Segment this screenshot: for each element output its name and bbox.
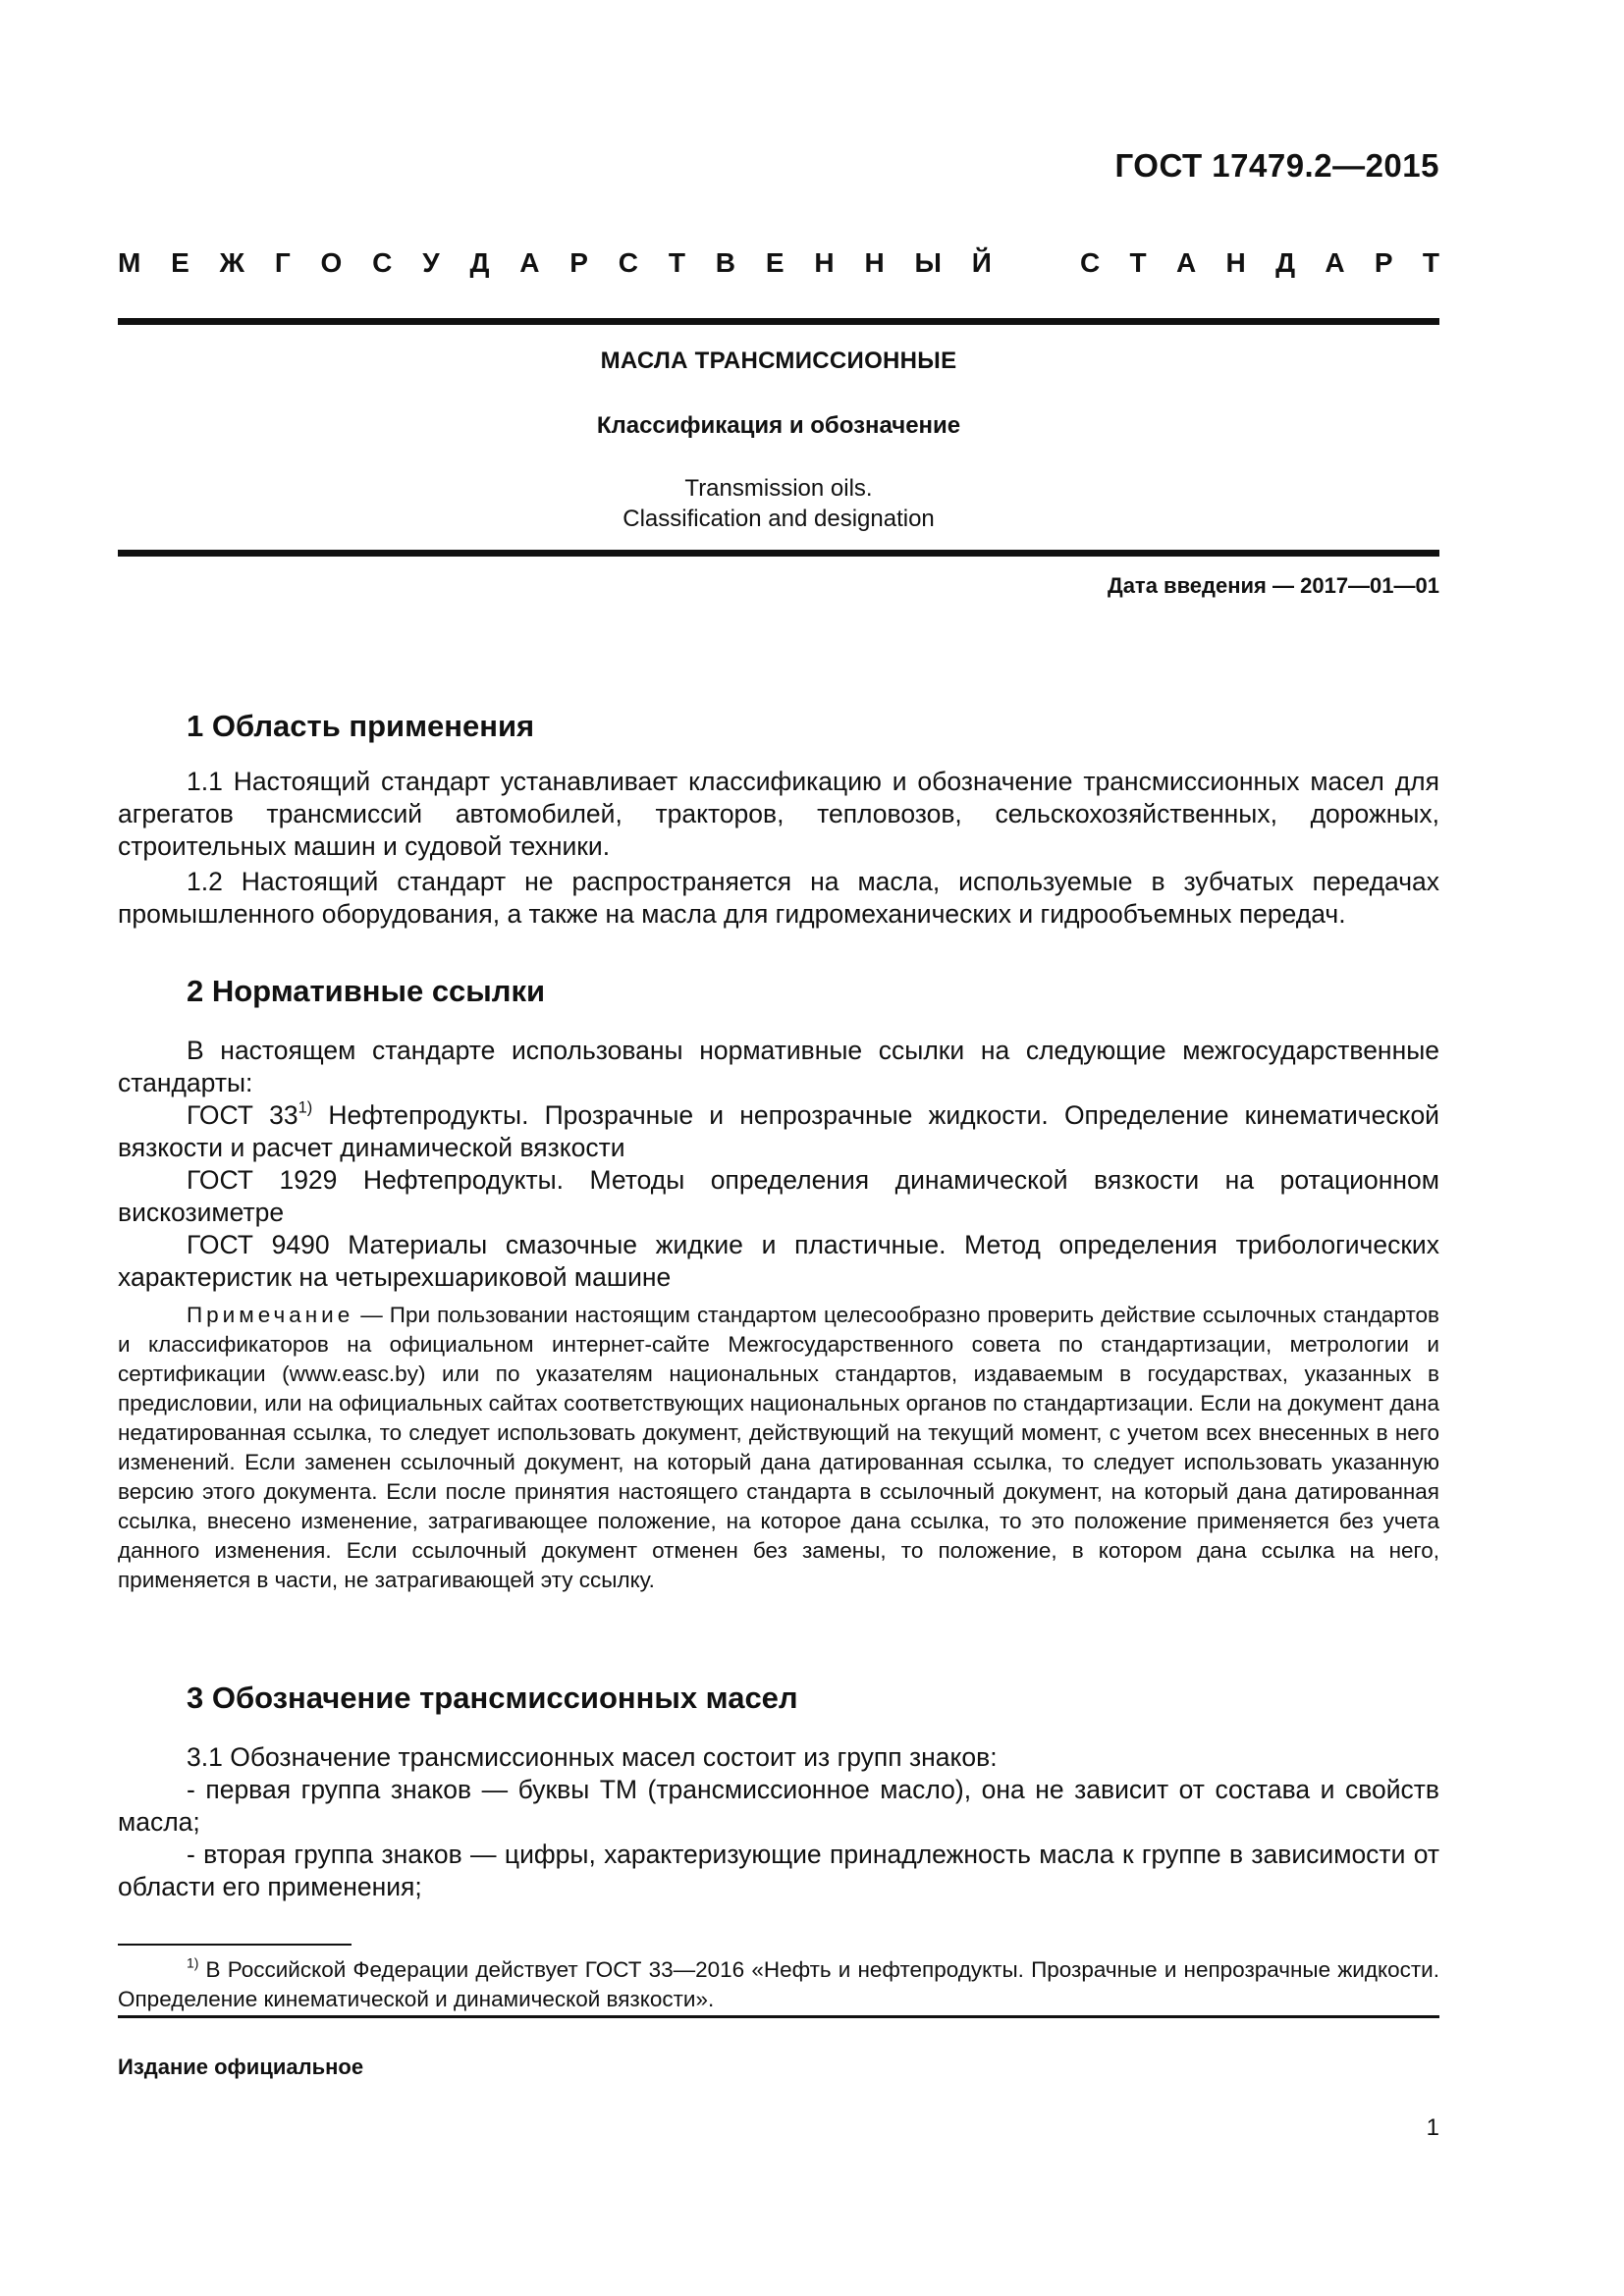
banner-letter: С	[372, 247, 393, 278]
banner-letter: У	[422, 247, 440, 278]
page-number: 1	[1426, 2114, 1439, 2141]
banner-letter: Ж	[219, 247, 244, 278]
english-title-line2: Classification and designation	[623, 506, 935, 532]
section2-heading: 2 Нормативные ссылки	[187, 974, 546, 1008]
section3-item1: - первая группа знаков — буквы ТМ (трансмиссионное масло), она не зависит от состава и свойств масла;	[118, 1775, 1439, 1837]
interstate-standard-banner	[118, 247, 1439, 279]
banner-letter: Е	[765, 247, 785, 278]
section1-heading: 1 Область применения	[187, 709, 535, 743]
banner-letter: Т	[668, 247, 685, 278]
footnote-mark: 1)	[298, 1098, 313, 1117]
banner-letter: Д	[1275, 247, 1296, 278]
official-edition-label: Издание официальное	[118, 2055, 364, 2079]
banner-letter: Ы	[914, 247, 942, 278]
banner-letter: А	[1325, 247, 1345, 278]
banner-letter: С	[618, 247, 639, 278]
title-bottom-rule	[118, 550, 1439, 557]
banner-letter: А	[519, 247, 540, 278]
banner-letter: Д	[469, 247, 490, 278]
reference-gost-33-text: Нефтепродукты. Прозрачные и непрозрачные жидкости. Определение кинематической вязкости и расчет динамической вязкости	[118, 1100, 1439, 1162]
banner-letter: А	[1175, 247, 1197, 278]
footnote-text: В Российской Федерации действует ГОСТ 33—2016 «Нефть и нефтепродукты. Прозрачные и непрозрачные жидкости. Определение кинематической и динамической вязкости».	[118, 1957, 1439, 2011]
english-title	[118, 473, 1439, 534]
reference-gost-33	[118, 1099, 1439, 1164]
section2-para1: В настоящем стандарте использованы нормативные ссылки на следующие межгосударственные стандарты:	[118, 1036, 1439, 1097]
section3-para1: 3.1 Обозначение трансмиссионных масел состоит из групп знаков:	[187, 1742, 998, 1772]
footnote-number: 1)	[187, 1954, 199, 1971]
banner-letter: Е	[171, 247, 189, 278]
standard-word	[1080, 247, 1439, 279]
reference-gost-9490: ГОСТ 9490 Материалы смазочные жидкие и пластичные. Метод определения трибологических характеристик на четырехшариковой машине	[118, 1230, 1439, 1292]
section1-para1: 1.1 Настоящий стандарт устанавливает классификацию и обозначение трансмиссионных масел для агрегатов трансмиссий автомобилей, тракторов, тепловозов, сельскохозяйственных, дорожных, строительных машин и судовой техники.	[118, 767, 1439, 861]
section3-item2: - вторая группа знаков — цифры, характеризующие принадлежность масла к группе в зависимости от области его применения;	[118, 1840, 1439, 1901]
note-text: — При пользовании настоящим стандартом целесообразно проверить действие ссылочных стандартов и классификаторов на официальном интернет-сайте Межгосударственного совета по стандартизации, метрологии и сертификации (www.easc.by) или по указателям национальных стандартов, издаваемым в государствах, указанных в предисловии, или на официальных сайтах соответствующих национальных органов по стандартизации. Если на документ дана недатированная ссылка, то следует использовать документ, действующий на текущий момент, с учетом всех внесенных в него изменений. Если заменен ссылочный документ, на который дана датированная ссылка, то следует использовать указанную версию этого документа. Если после принятия настоящего стандарта в ссылочный документ, на который дана датированная ссылка, внесено изменение, затрагивающее положение, на которое дана ссылка, то это положение применяется без учета данного изменения. Если ссылочный документ отменен без замены, то положение, в котором дана ссылка на него, применяется в части, не затрагивающей эту ссылку.	[118, 1303, 1439, 1592]
interstate-word	[118, 247, 992, 279]
banner-letter: Т	[1422, 247, 1439, 278]
english-title-line1: Transmission oils.	[684, 475, 873, 502]
introduction-date: Дата введения — 2017—01—01	[1108, 573, 1439, 598]
section3-heading: 3 Обозначение трансмиссионных масел	[187, 1681, 798, 1715]
reference-gost-1929: ГОСТ 1929 Нефтепродукты. Методы определения динамической вязкости на ротационном вискозиметре	[118, 1165, 1439, 1227]
banner-letter: Н	[1225, 247, 1246, 278]
section1-para2: 1.2 Настоящий стандарт не распространяется на масла, используемые в зубчатых передачах промышленного оборудования, а также на масла для гидромеханических и гидрообъемных передач.	[118, 867, 1439, 929]
banner-letter: В	[715, 247, 736, 278]
document-title: МАСЛА ТРАНСМИССИОННЫЕ	[600, 347, 957, 374]
gost-number: ГОСТ 17479.2—2015	[1114, 147, 1439, 184]
banner-letter: Р	[1374, 247, 1393, 278]
banner-letter: О	[320, 247, 343, 278]
banner-letter: М	[118, 247, 141, 278]
reference-gost-33-code: ГОСТ 33	[187, 1100, 298, 1130]
banner-letter: Т	[1129, 247, 1147, 278]
banner-letter: Н	[864, 247, 885, 278]
banner-letter: С	[1080, 247, 1101, 278]
bottom-rule	[118, 2015, 1439, 2018]
footnote-rule	[118, 1944, 352, 1946]
footnote	[118, 1955, 1439, 2014]
banner-letter: Г	[274, 247, 291, 278]
top-rule	[118, 318, 1439, 325]
banner-letter: Й	[971, 247, 992, 278]
note-label: Примечание	[187, 1303, 354, 1327]
banner-letter: Р	[569, 247, 588, 278]
references-note	[118, 1301, 1439, 1595]
banner-letter: Н	[814, 247, 835, 278]
document-subtitle: Классификация и обозначение	[596, 412, 961, 439]
